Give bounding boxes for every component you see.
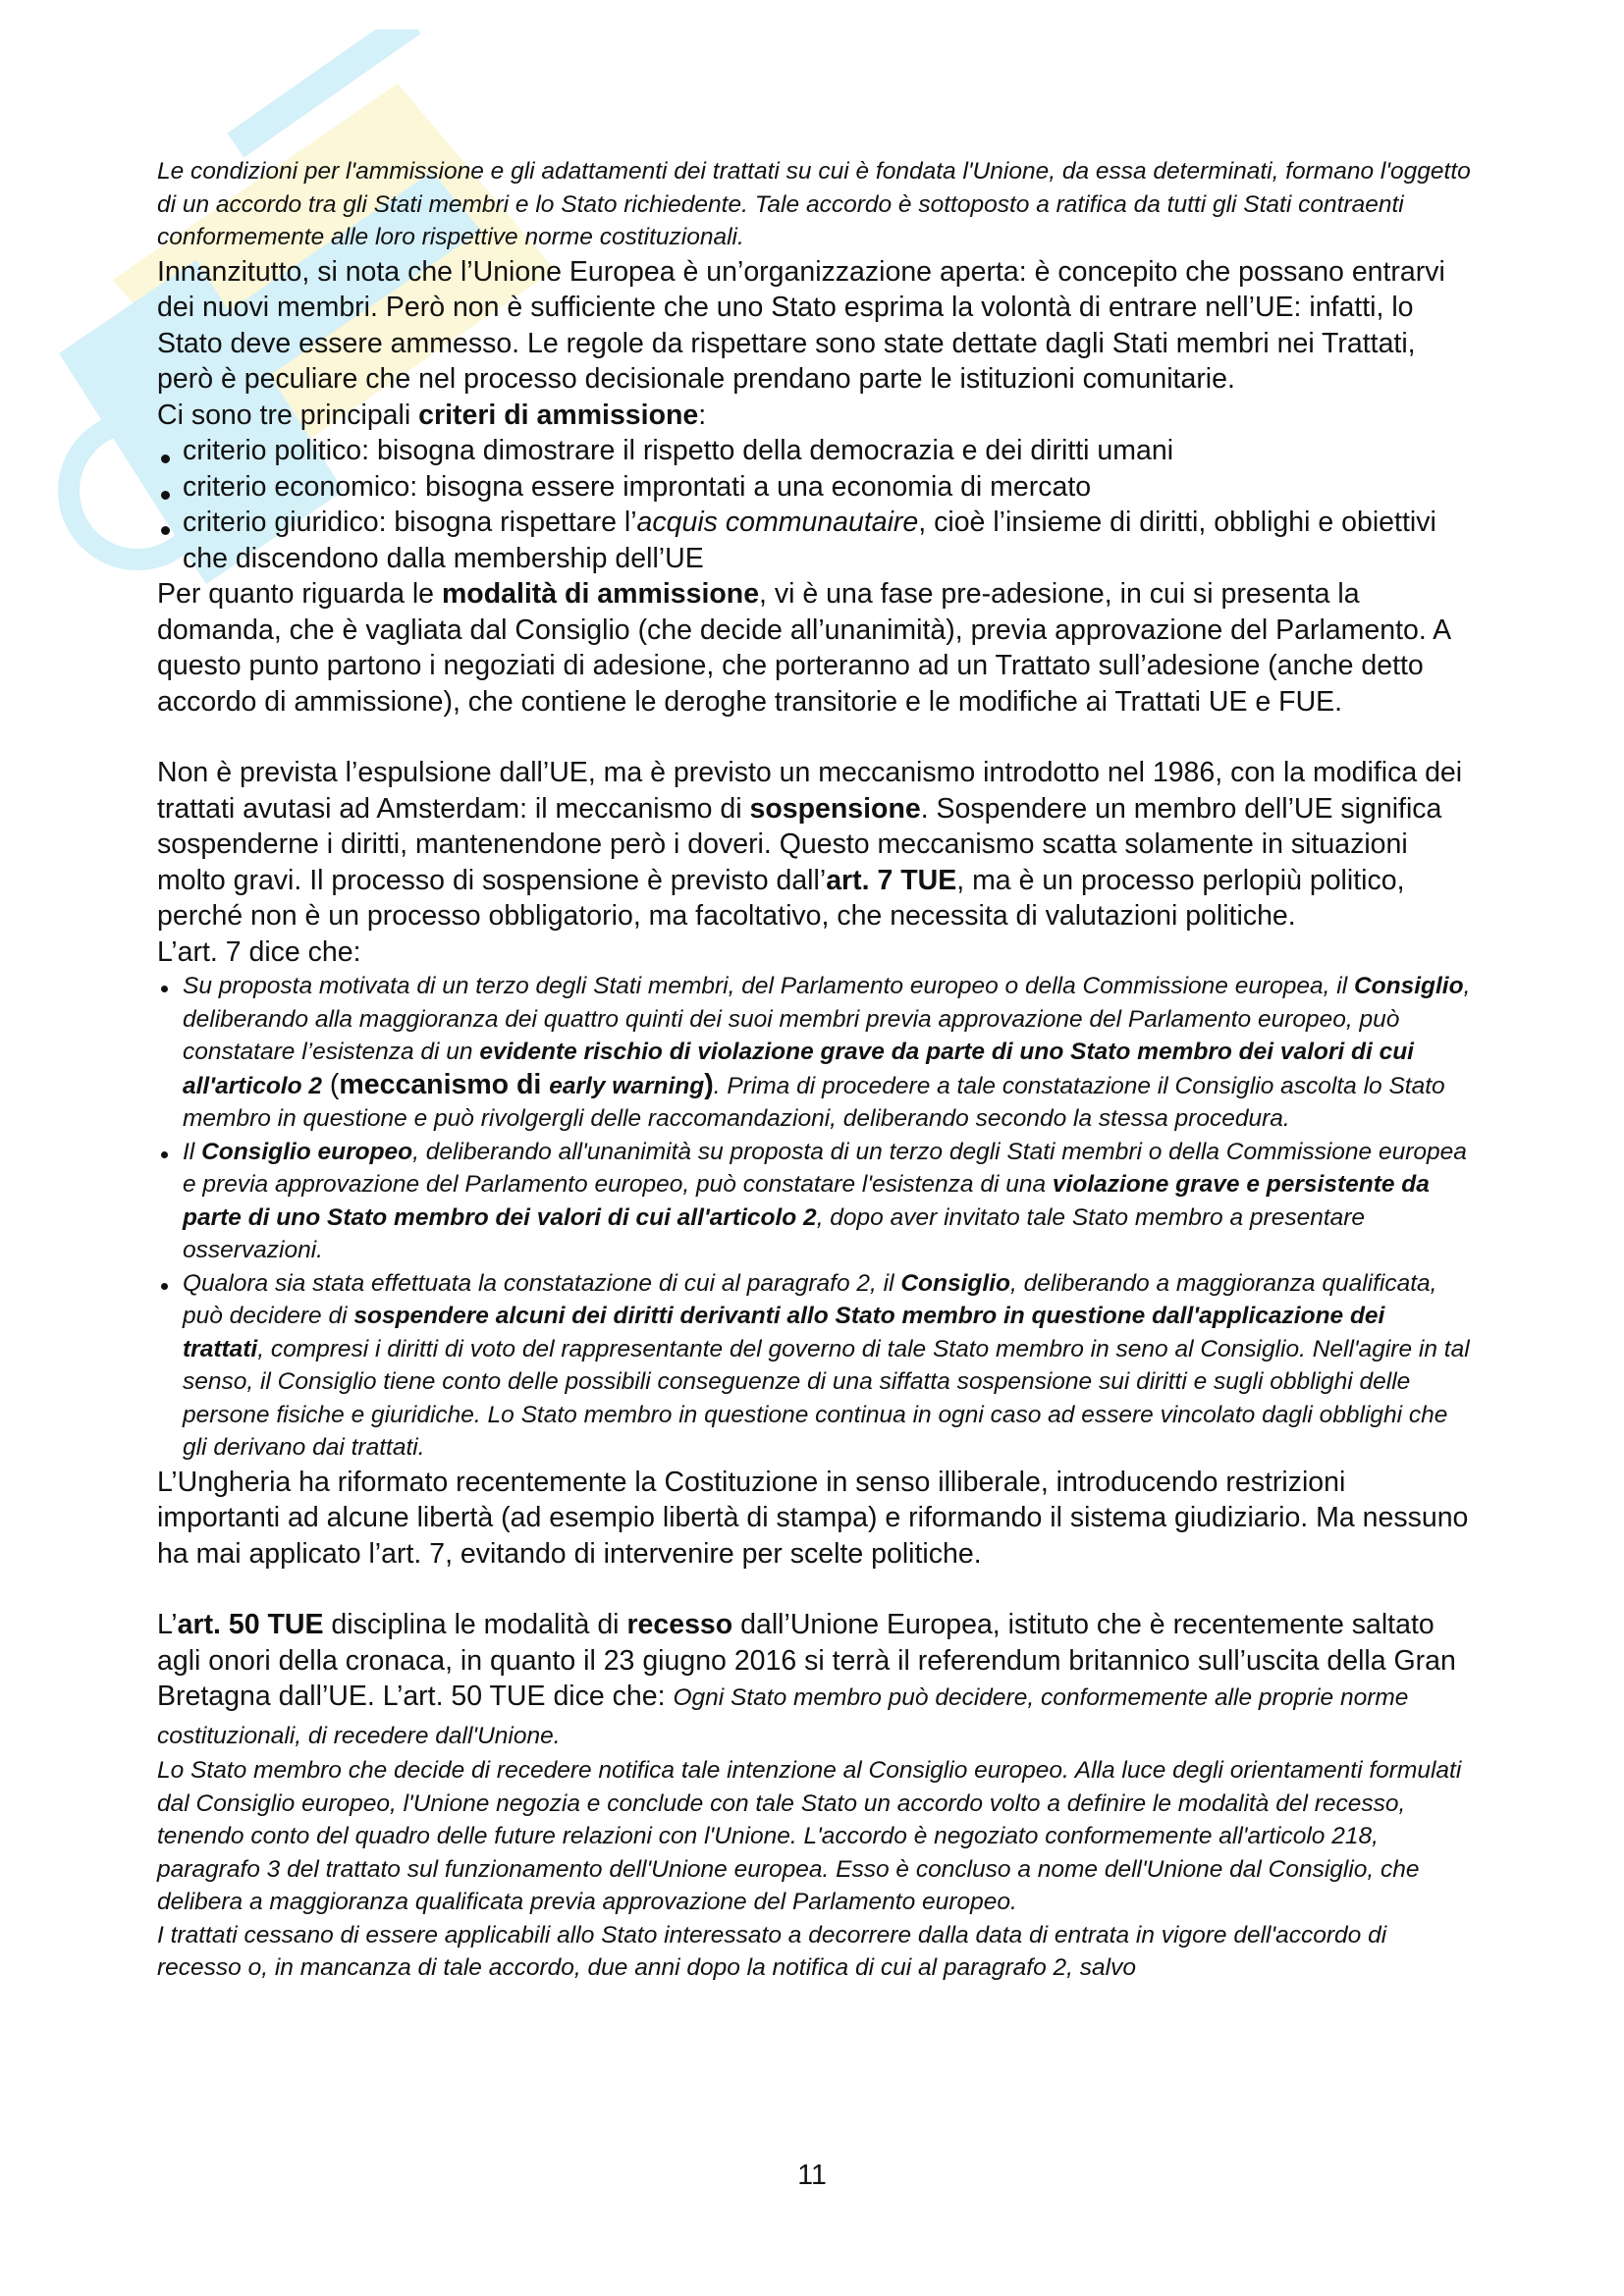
paragraph-admission: Per quanto riguarda le modalità di ammissione, vi è una fase pre-adesione, in cui si presenta la domanda, che è vagliata dal Consiglio (che decide all’unanimità), previa approvazione del Parlamento. A questo punto partono i negoziati di adesione, che porteranno ad un Trattato sull’adesione (anche detto accordo di ammissione), che contiene le deroghe transitorie e le modifiche ai Trattati UE e FUE. bbox=[157, 578, 1450, 718]
paragraph-suspension: Non è prevista l’espulsione dall’UE, ma è previsto un meccanismo introdotto nel 1986, con la modifica dei trattati avutasi ad Amsterdam: il meccanismo di sospensione. Sospendere un membro dell’UE significa sospenderne i diritti, mantenendone però i doveri. Questo meccanismo scatta solamente in situazioni molto gravi. Il processo di sospensione è previsto dall’art. 7 TUE, ma è un processo perlopiù politico, perché non è un processo obbligatorio, ma facoltativo, che necessita di valutazioni politiche. bbox=[157, 757, 1463, 932]
list-item: Il Consiglio europeo, deliberando all'unanimità su proposta di un terzo degli Stati membri o della Commissione europea e previa approvazione del Parlamento europeo, può constatare l'esistenza di una violazione grave e persistente da parte di uno Stato membro dei valori di cui all'articolo 2, dopo aver invitato tale Stato membro a presentare osservazioni. bbox=[157, 1136, 1473, 1267]
paragraph-art7-intro: L’art. 7 dice che: bbox=[157, 935, 361, 968]
page-number: 11 bbox=[797, 2160, 827, 2191]
quote-art50-3: I trattati cessano di essere applicabili allo Stato interessato a decorrere dalla data di entrata in vigore dell'accordo di recesso o, in mancanza di tale accordo, due anni dopo la notifica di cui al paragrafo 2, salvo bbox=[157, 1921, 1387, 1981]
paragraph-criteria-intro: Ci sono tre principali criteri di ammissione: bbox=[157, 399, 707, 431]
quote-art50-2: Lo Stato membro che decide di recedere notifica tale intenzione al Consiglio europeo. Alla luce degli orientamenti formulati dal Consiglio europeo, l'Unione negozia e conclude con tale Stato un accordo volto a definire le modalità del recesso, tenendo conto del quadro delle future relazioni con l'Unione. L'accordo è negoziato conformemente all'articolo 218, paragrafo 3 del trattato sul funzionamento dell'Unione europea. Esso è concluso a nome dell'Unione dal Consiglio, che delibera a maggioranza qualificata previa approvazione del Parlamento europeo. bbox=[157, 1757, 1462, 1915]
art7-list bbox=[157, 970, 1473, 1465]
list-item: criterio giuridico: bisogna rispettare l’acquis communautaire, cioè l’insieme di diritti, obblighi e obiettivi che discendono dalla membership dell’UE bbox=[157, 505, 1473, 576]
spacer bbox=[157, 1572, 1473, 1607]
paragraph-intro: Innanzitutto, si nota che l’Unione Europea è un’organizzazione aperta: è concepito che possano entrarvi dei nuovi membri. Però non è sufficiente che uno Stato esprima la volontà di entrare nell’UE: infatti, lo Stato deve essere ammesso. Le regole da rispettare sono state dettate dagli Stati membri nei Trattati, però è peculiare che nel processo decisionale prendano parte le istituzioni comunitarie. bbox=[157, 255, 1445, 395]
spacer bbox=[157, 720, 1473, 755]
list-item: criterio politico: bisogna dimostrare il rispetto della democrazia e dei diritti umani bbox=[157, 433, 1473, 469]
criteria-list bbox=[157, 433, 1473, 576]
quote-art49: Le condizioni per l'ammissione e gli adattamenti dei trattati su cui è fondata l'Unione, da essa determinati, formano l'oggetto di un accordo tra gli Stati membri e lo Stato richiedente. Tale accordo è sottoposto a ratifica da tutti gli Stati contraenti conformemente alle loro rispettive norme costituzionali. bbox=[157, 158, 1471, 250]
list-item: Su proposta motivata di un terzo degli Stati membri, del Parlamento europeo o della Commissione europea, il Consiglio, deliberando alla maggioranza dei quattro quinti dei suoi membri previa approvazione del Parlamento europeo, può constatare l’esistenza di un evidente rischio di violazione grave da parte di uno Stato membro dei valori di cui all'articolo 2 (meccanismo di early warning). Prima di procedere a tale constatazione il Consiglio ascolta lo Stato membro in questione e può rivolgergli delle raccomandazioni, deliberando secondo la stessa procedura. bbox=[157, 970, 1473, 1136]
page-content bbox=[157, 155, 1473, 1985]
list-item: Qualora sia stata effettuata la constatazione di cui al paragrafo 2, il Consiglio, deliberando a maggioranza qualificata, può decidere di sospendere alcuni dei diritti derivanti allo Stato membro in questione dall'applicazione dei trattati, compresi i diritti di voto del rappresentante del governo di tale Stato membro in seno al Consiglio. Nell'agire in tal senso, il Consiglio tiene conto delle possibili conseguenze di una siffatta sospensione sui diritti e sugli obblighi delle persone fisiche e giuridiche. Lo Stato membro in questione continua in ogni caso ad essere vincolato dagli obblighi che gli derivano dai trattati. bbox=[157, 1267, 1473, 1465]
list-item: criterio economico: bisogna essere improntati a una economia di mercato bbox=[157, 469, 1473, 506]
paragraph-art50: L’art. 50 TUE disciplina le modalità di recesso dall’Unione Europea, istituto che è recentemente saltato agli onori della cronaca, in quanto il 23 giugno 2016 si terrà il referendum britannico sull’uscita della Gran Bretagna dall’UE. L’art. 50 TUE dice che: Ogni Stato membro può decidere, conformemente alle proprie norme costituzionali, di recedere dall'Unione. bbox=[157, 1609, 1456, 1749]
paragraph-hungary: L’Ungheria ha riformato recentemente la Costituzione in senso illiberale, introducendo restrizioni importanti ad alcune libertà (ad esempio libertà di stampa) e riformando il sistema giudiziario. Ma nessuno ha mai applicato l’art. 7, evitando di intervenire per scelte politiche. bbox=[157, 1466, 1469, 1570]
